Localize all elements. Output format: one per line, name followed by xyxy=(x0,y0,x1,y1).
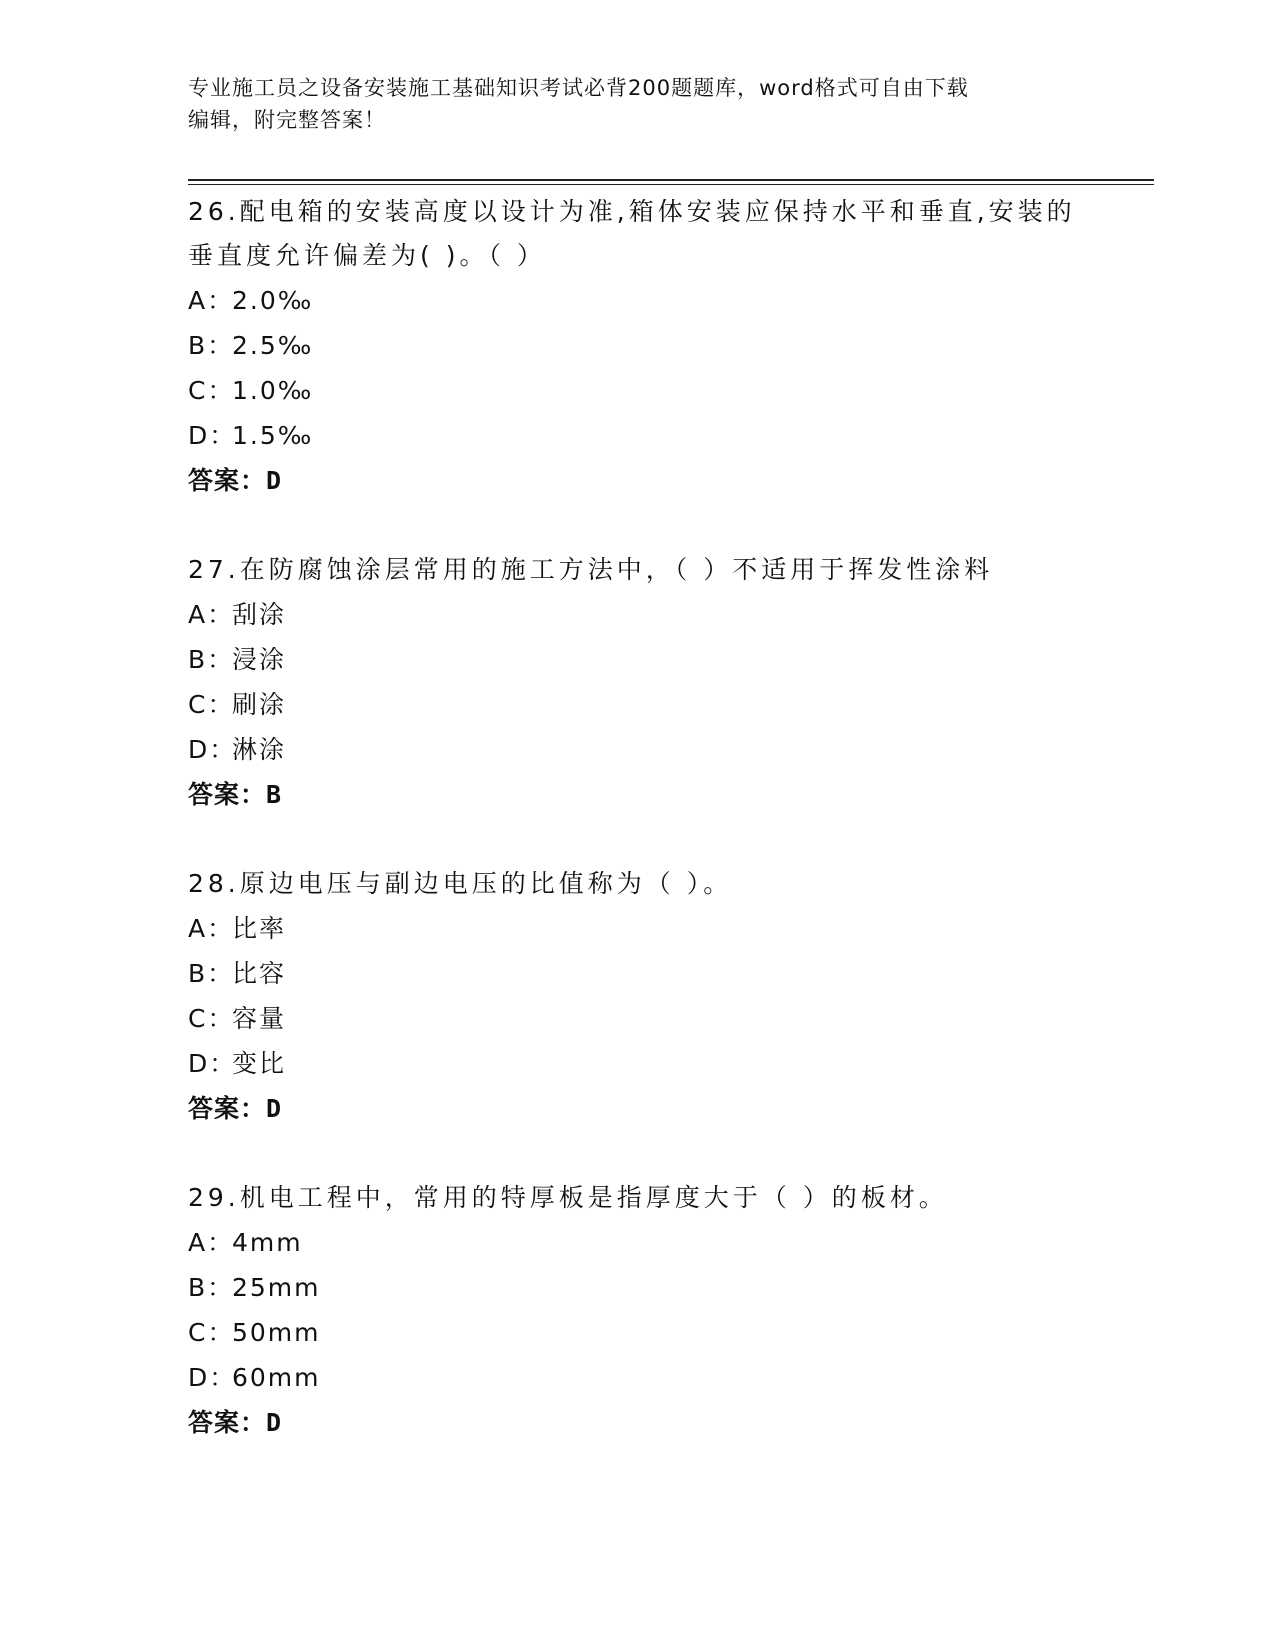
option-text: 50mm xyxy=(232,1318,321,1347)
option-text: 浸涂 xyxy=(232,645,287,674)
option-key: B： xyxy=(188,1273,235,1302)
option-text: 刮涂 xyxy=(232,600,287,629)
document-header xyxy=(188,72,1088,136)
answer-value: B xyxy=(266,780,283,809)
option-c xyxy=(188,1310,1088,1355)
option-key: D： xyxy=(188,421,237,450)
question-list xyxy=(188,190,1088,1445)
answer-label: 答案： xyxy=(188,1094,267,1123)
option-text: 4mm xyxy=(232,1228,303,1257)
option-a xyxy=(188,592,1088,637)
question-stem-line: 垂直度允许偏差为( )。（ ） xyxy=(188,241,546,270)
header-divider-thin xyxy=(188,184,1154,185)
option-key: C： xyxy=(188,376,235,405)
option-key: B： xyxy=(188,959,235,988)
option-key: C： xyxy=(188,1004,235,1033)
option-key: D： xyxy=(188,1049,237,1078)
option-key: A： xyxy=(188,286,235,315)
answer-line xyxy=(188,1086,1088,1131)
option-a xyxy=(188,1220,1088,1265)
option-text: 刷涂 xyxy=(232,690,287,719)
answer-label: 答案： xyxy=(188,1408,267,1437)
question-stem-line: 29.机电工程中，常用的特厚板是指厚度大于（ ）的板材。 xyxy=(188,1183,948,1212)
question-spacer xyxy=(188,1131,1088,1176)
answer-value: D xyxy=(266,1094,283,1123)
option-text: 容量 xyxy=(232,1004,287,1033)
option-text: 比率 xyxy=(232,914,287,943)
option-d xyxy=(188,727,1088,772)
answer-line xyxy=(188,772,1088,817)
option-b xyxy=(188,323,1088,368)
question-26 xyxy=(188,190,1088,503)
option-text: 2.5‰ xyxy=(232,331,314,360)
option-d xyxy=(188,1355,1088,1400)
option-key: A： xyxy=(188,600,235,629)
option-a xyxy=(188,906,1088,951)
question-stem-line: 27.在防腐蚀涂层常用的施工方法中，（ ）不适用于挥发性涂料 xyxy=(188,555,994,584)
option-text: 25mm xyxy=(232,1273,321,1302)
option-text: 比容 xyxy=(232,959,287,988)
answer-line xyxy=(188,1400,1088,1445)
question-stem-line: 26.配电箱的安装高度以设计为准,箱体安装应保持水平和垂直,安装的 xyxy=(188,197,1076,226)
option-text: 变比 xyxy=(232,1049,287,1078)
answer-value: D xyxy=(266,466,283,495)
option-text: 2.0‰ xyxy=(232,286,314,315)
question-27 xyxy=(188,548,1088,817)
question-29 xyxy=(188,1176,1088,1445)
option-key: A： xyxy=(188,1228,235,1257)
option-text: 60mm xyxy=(232,1363,321,1392)
option-key: C： xyxy=(188,1318,235,1347)
question-stem-line: 28.原边电压与副边电压的比值称为（ ）。 xyxy=(188,869,733,898)
option-b xyxy=(188,951,1088,996)
option-c xyxy=(188,682,1088,727)
header-line-2: 编辑，附完整答案！ xyxy=(188,108,386,132)
option-d xyxy=(188,1041,1088,1086)
option-key: B： xyxy=(188,331,235,360)
option-key: D： xyxy=(188,735,237,764)
option-c xyxy=(188,368,1088,413)
answer-value: D xyxy=(266,1408,283,1437)
option-a xyxy=(188,278,1088,323)
option-b xyxy=(188,1265,1088,1310)
answer-label: 答案： xyxy=(188,466,267,495)
header-line-1: 专业施工员之设备安装施工基础知识考试必背200题题库，word格式可自由下载 xyxy=(188,76,969,100)
option-c xyxy=(188,996,1088,1041)
answer-label: 答案： xyxy=(188,780,267,809)
option-key: C： xyxy=(188,690,235,719)
option-key: B： xyxy=(188,645,235,674)
question-28 xyxy=(188,862,1088,1131)
option-text: 1.5‰ xyxy=(232,421,314,450)
option-b xyxy=(188,637,1088,682)
option-text: 淋涂 xyxy=(232,735,287,764)
option-d xyxy=(188,413,1088,458)
option-key: D： xyxy=(188,1363,237,1392)
option-key: A： xyxy=(188,914,235,943)
question-spacer xyxy=(188,817,1088,862)
option-text: 1.0‰ xyxy=(232,376,314,405)
question-spacer xyxy=(188,503,1088,548)
answer-line xyxy=(188,458,1088,503)
header-divider-thick xyxy=(188,179,1154,181)
